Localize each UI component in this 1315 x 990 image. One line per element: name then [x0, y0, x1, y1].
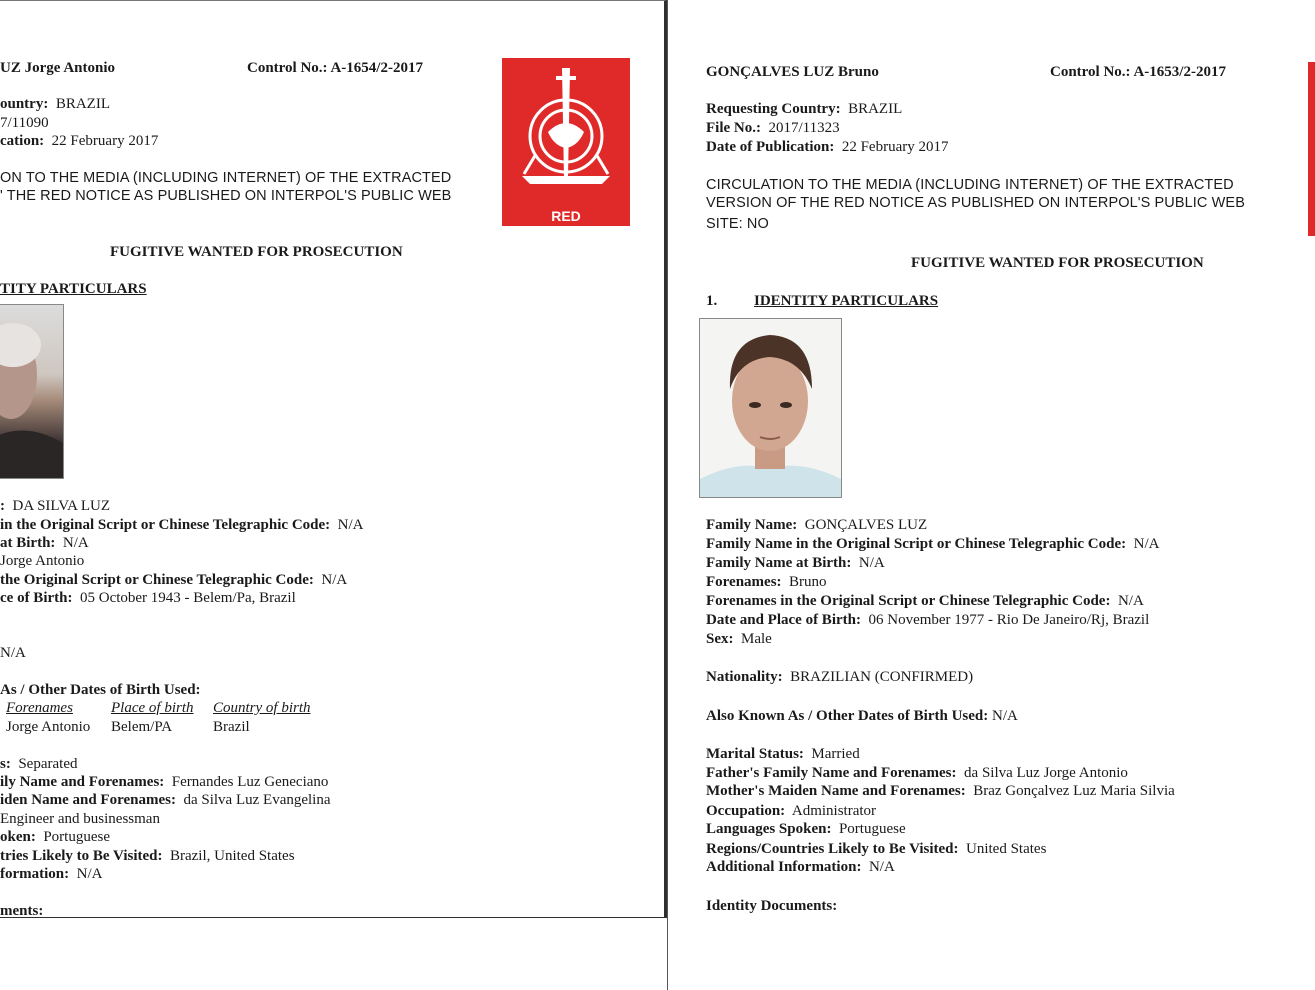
mother-name: Mother's Maiden Name and Forenames: Braz Gonçalvez Luz Maria Silvia — [706, 783, 1175, 799]
family-name-birth: at Birth: N/A — [0, 535, 89, 551]
family-name-script: Family Name in the Original Script or Chinese Telegraphic Code: N/A — [706, 536, 1160, 552]
aka-header-country: Country of birth — [213, 700, 311, 716]
forenames-script: Forenames in the Original Script or Chinese Telegraphic Code: N/A — [706, 593, 1144, 609]
additional-information: Additional Information: N/A — [706, 859, 895, 875]
notice-name: UZ Jorge Antonio — [0, 60, 116, 76]
aka-cell-forenames: Jorge Antonio — [6, 719, 91, 735]
section-title: IDENTITY PARTICULARS — [754, 293, 939, 309]
requesting-country: ountry: BRAZIL — [0, 96, 111, 112]
aka-cell-country: Brazil — [213, 719, 250, 735]
circulation-line-2: ' THE RED NOTICE AS PUBLISHED ON INTERPOL'S PUBLIC WEB — [0, 188, 452, 204]
aka-header-forenames: Forenames — [6, 700, 73, 716]
circulation-line-3: SITE: NO — [706, 216, 769, 232]
family-name-script: in the Original Script or Chinese Telegraphic Code: N/A — [0, 517, 364, 533]
control-number: Control No.: A-1654/2-2017 — [247, 60, 423, 76]
date-place-of-birth: Date and Place of Birth: 06 November 1977 - Rio De Janeiro/Rj, Brazil — [706, 612, 1150, 628]
right-notice-page — [667, 0, 1315, 990]
marital-status: s: Separated — [0, 756, 78, 772]
requesting-country: Requesting Country: BRAZIL — [706, 101, 903, 117]
circulation-line-1: ON TO THE MEDIA (INCLUDING INTERNET) OF THE EXTRACTED — [0, 170, 452, 186]
identity-documents: Identity Documents: — [706, 898, 838, 914]
forenames: Forenames: Bruno — [706, 574, 827, 590]
nationality: Nationality: BRAZILIAN (CONFIRMED) — [706, 669, 974, 685]
family-name-birth: Family Name at Birth: N/A — [706, 555, 885, 571]
occupation: Occupation: Administrator — [706, 803, 877, 819]
identity-documents: ments: — [0, 903, 44, 918]
portrait-image — [0, 305, 63, 478]
father-name: Father's Family Name and Forenames: da Silva Luz Jorge Antonio — [706, 765, 1128, 781]
father-name: ily Name and Forenames: Fernandes Luz Geneciano — [0, 774, 329, 790]
forenames-script: the Original Script or Chinese Telegraphic Code: N/A — [0, 572, 348, 588]
interpol-red-notice-logo — [502, 58, 630, 226]
regions-visited: Regions/Countries Likely to Be Visited: United States — [706, 841, 1047, 857]
notice-heading: FUGITIVE WANTED FOR PROSECUTION — [110, 244, 403, 260]
date-place-of-birth: ce of Birth: 05 October 1943 - Belem/Pa, Brazil — [0, 590, 296, 606]
mother-name: iden Name and Forenames: da Silva Luz Evangelina — [0, 792, 331, 808]
publication-date: Date of Publication: 22 February 2017 — [706, 139, 949, 155]
fugitive-photo — [0, 304, 64, 479]
red-logo-edge — [1308, 62, 1315, 236]
additional-information: formation: N/A — [0, 866, 103, 882]
left-notice-page — [0, 0, 667, 918]
occupation: Engineer and businessman — [0, 811, 160, 827]
languages-spoken: oken: Portuguese — [0, 829, 111, 845]
regions-visited: tries Likely to Be Visited: Brazil, United States — [0, 848, 295, 864]
sex: Sex: Male — [706, 631, 772, 647]
family-name: : DA SILVA LUZ — [0, 498, 111, 514]
nationality: N/A — [0, 645, 26, 661]
circulation-line-1: CIRCULATION TO THE MEDIA (INCLUDING INTERNET) OF THE EXTRACTED — [706, 177, 1234, 193]
forenames: Jorge Antonio — [0, 553, 85, 569]
aka-cell-place: Belem/PA — [111, 719, 173, 735]
languages-spoken: Languages Spoken: Portuguese — [706, 821, 906, 837]
notice-heading: FUGITIVE WANTED FOR PROSECUTION — [911, 255, 1204, 271]
file-number: 7/11090 — [0, 115, 49, 131]
portrait-image — [700, 319, 841, 497]
fugitive-photo — [699, 318, 842, 498]
red-label: RED — [551, 208, 581, 224]
control-number: Control No.: A-1653/2-2017 — [1050, 64, 1226, 80]
also-known-as: Also Known As / Other Dates of Birth Used: N/A — [706, 708, 1018, 724]
publication-date: cation: 22 February 2017 — [0, 133, 159, 149]
section-number: 1. — [706, 293, 718, 309]
notice-name: GONÇALVES LUZ Bruno — [706, 64, 879, 80]
interpol-emblem-icon — [502, 58, 630, 208]
family-name: Family Name: GONÇALVES LUZ — [706, 517, 928, 533]
aka-header-place: Place of birth — [111, 700, 194, 716]
circulation-line-2: VERSION OF THE RED NOTICE AS PUBLISHED ON INTERPOL'S PUBLIC WEB — [706, 195, 1245, 211]
section-title: TITY PARTICULARS — [0, 281, 147, 297]
also-known-as: As / Other Dates of Birth Used: — [0, 682, 201, 698]
file-number: File No.: 2017/11323 — [706, 120, 840, 136]
marital-status: Marital Status: Married — [706, 746, 860, 762]
